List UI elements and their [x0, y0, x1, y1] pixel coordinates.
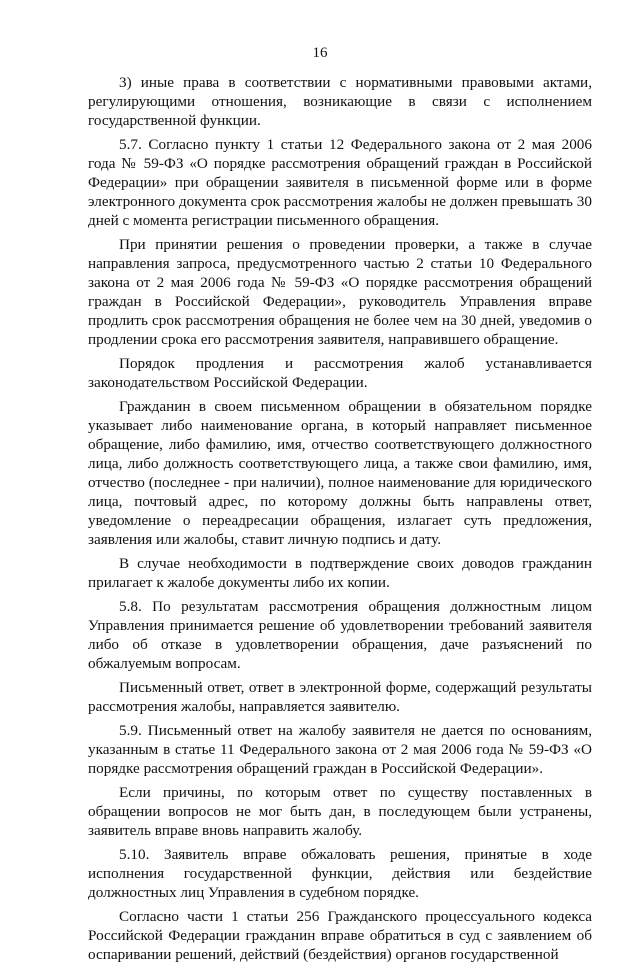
paragraph-other-rights: 3) иные права в соответствии с нормативными правовыми актами, регулирующими отношения, возникающие в связи с исполнением государственной функции.	[88, 74, 592, 129]
paragraph-procedure: Порядок продления и рассмотрения жалоб устанавливается законодательством Российской Федерации.	[88, 355, 592, 391]
document-body	[88, 73, 592, 964]
paragraph-attachments: В случае необходимости в подтверждение своих доводов гражданин прилагает к жалобе документы либо их копии.	[88, 555, 592, 591]
paragraph-5-7: 5.7. Согласно пункту 1 статьи 12 Федерального закона от 2 мая 2006 года № 59-ФЗ «О порядке рассмотрения обращений граждан в Российской Федерации» при обращении заявителя в письменной форме или в форме электронного документа срок рассмотрения жалобы не должен превышать 30 дней с момента регистрации письменного обращения.	[88, 136, 592, 229]
paragraph-5-8: 5.8. По результатам рассмотрения обращения должностным лицом Управления принимается решение об удовлетворении требований заявителя либо об отказе в удовлетворении обращения, даче разъяснений по обжалуемым вопросам.	[88, 598, 592, 672]
page-number: 16	[312, 45, 328, 61]
paragraph-5-9: 5.9. Письменный ответ на жалобу заявителя не дается по основаниям, указанным в статье 11 Федерального закона от 2 мая 2006 года № 59-ФЗ «О порядке рассмотрения обращений граждан в Российской Федерации».	[88, 722, 592, 777]
paragraph-resubmission: Если причины, по которым ответ по существу поставленных в обращении вопросов не мог быть дан, в последующем были устранены, заявитель вправе вновь направить жалобу.	[88, 784, 592, 839]
paragraph-written-response: Письменный ответ, ответ в электронной форме, содержащий результаты рассмотрения жалобы, направляется заявителю.	[88, 679, 592, 715]
paragraph-5-10: 5.10. Заявитель вправе обжаловать решения, принятые в ходе исполнения государственной функции, действия или бездействие должностных лиц Управления в судебном порядке.	[88, 846, 592, 901]
paragraph-review-extension: При принятии решения о проведении проверки, а также в случае направления запроса, предусмотренного частью 2 статьи 10 Федерального закона от 2 мая 2006 года № 59-ФЗ «О порядке рассмотрения обращений граждан в Российской Федерации», руководитель Управления вправе продлить срок рассмотрения обращения не более чем на 30 дней, уведомив о продлении срока его рассмотрения заявителя, направившего обращение.	[88, 236, 592, 348]
paragraph-applicant-details: Гражданин в своем письменном обращении в обязательном порядке указывает либо наименование органа, в который направляет письменное обращение, либо фамилию, имя, отчество соответствующего должностного лица, либо должность соответствующего лица, а также свои фамилию, имя, отчество (последнее - при наличии), полное наименование для юридического лица, почтовый адрес, по которому должны быть направлены ответ, уведомление о переадресации обращения, излагает суть предложения, заявления или жалобы, ставит личную подпись и дату.	[88, 398, 592, 548]
paragraph-civil-procedure: Согласно части 1 статьи 256 Гражданского процессуального кодекса Российской Федерации гражданин вправе обратиться в суд с заявлением об оспаривании решений, действий (бездействия) органов государственной	[88, 908, 592, 963]
